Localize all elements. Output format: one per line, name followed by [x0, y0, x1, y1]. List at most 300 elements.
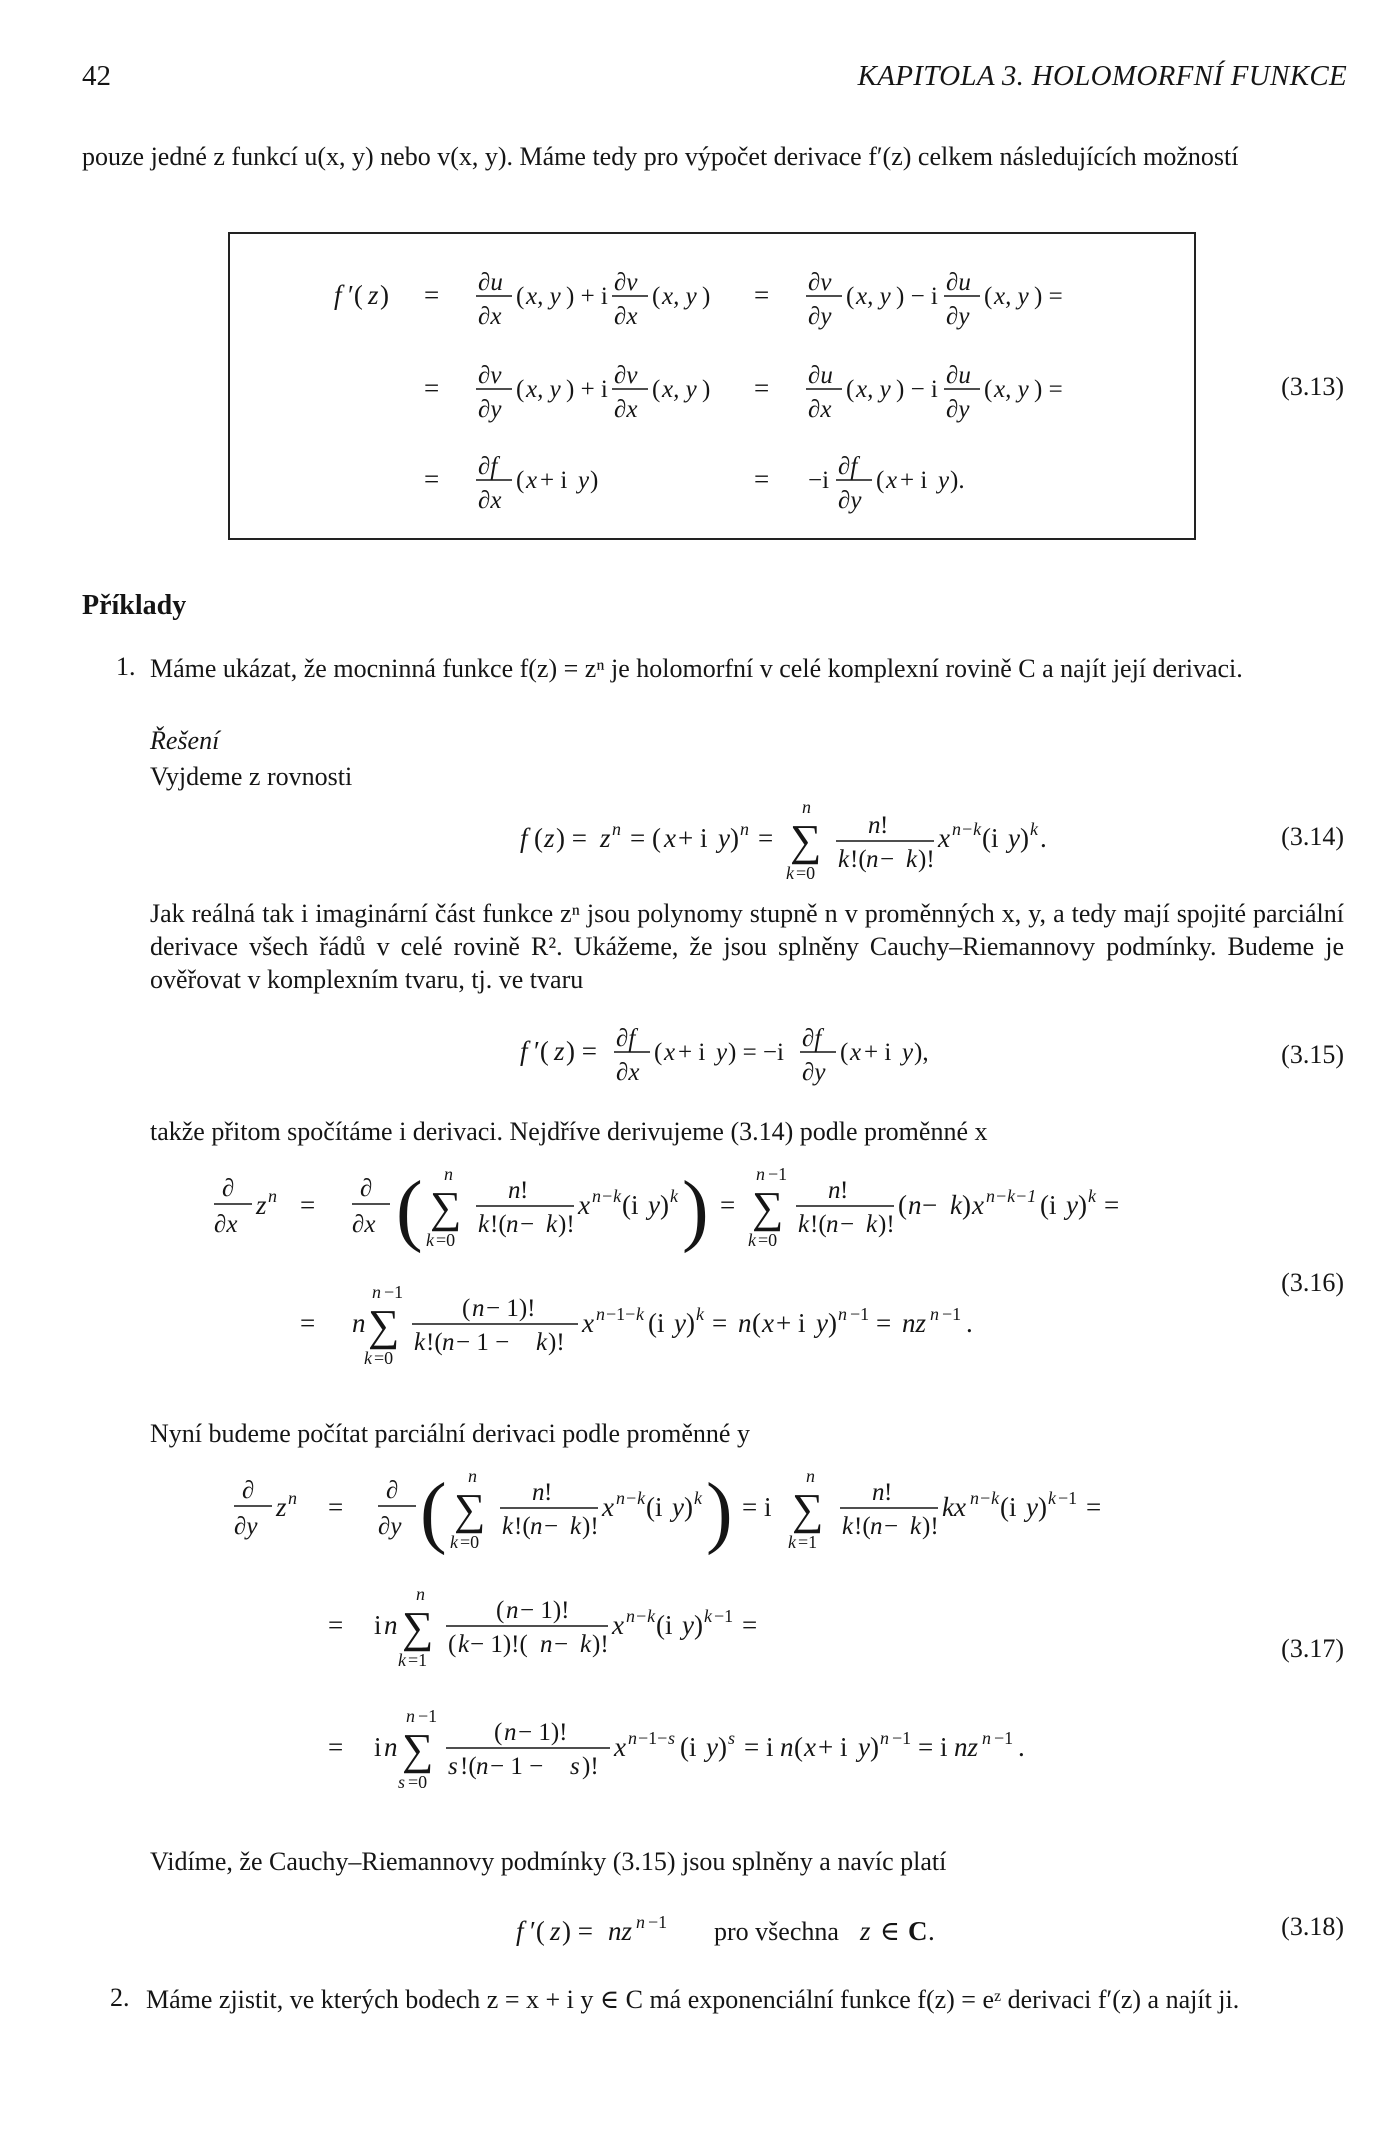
- svg-text:=: =: [424, 373, 440, 403]
- svg-text:−: −: [544, 1513, 559, 1540]
- svg-text:−1: −1: [768, 1164, 788, 1184]
- svg-text:−1−: −1−: [638, 1728, 668, 1748]
- svg-text:n: n: [872, 1479, 885, 1506]
- svg-text:−1: −1: [384, 1282, 404, 1302]
- svg-text:(: (: [516, 376, 525, 403]
- svg-text:∂f: ∂f: [616, 1025, 636, 1052]
- svg-text:f: f: [520, 823, 528, 853]
- svg-text:.: .: [928, 1916, 935, 1946]
- svg-text:k: k: [398, 1650, 406, 1670]
- svg-text:)!: )!: [558, 1211, 575, 1238]
- equation-number-3-16: (3.16): [1281, 1268, 1344, 1297]
- svg-text:k: k: [1048, 1488, 1056, 1508]
- svg-text:y: y: [816, 1308, 828, 1338]
- svg-text:∂v: ∂v: [478, 362, 502, 389]
- svg-text:x, y: x, y: [526, 283, 561, 310]
- svg-text:(: (: [984, 283, 993, 310]
- svg-text:n: n: [756, 1164, 765, 1184]
- svg-text:∂: ∂: [360, 1175, 373, 1202]
- partial-y-text: Nyní budeme počítat parciální derivaci podle proměnné y: [150, 1419, 750, 1448]
- svg-text:kx: kx: [942, 1492, 966, 1522]
- derivative-text: takže přitom spočítáme i derivaci. Nejdříve derivujeme (3.14) podle proměnné x: [150, 1117, 988, 1146]
- svg-text:(: (: [396, 1166, 423, 1254]
- svg-text:s: s: [728, 1728, 736, 1748]
- svg-text:z: z: [544, 823, 555, 853]
- svg-text:z: z: [554, 1036, 565, 1066]
- svg-text:x: x: [612, 1610, 624, 1640]
- svg-text:!(: !(: [490, 1211, 507, 1238]
- svg-text:): ): [962, 1190, 971, 1220]
- svg-text:∂y: ∂y: [234, 1513, 258, 1540]
- svg-text:=: =: [758, 823, 774, 853]
- svg-text:∂u: ∂u: [808, 362, 833, 389]
- svg-text:)!: )!: [922, 1513, 939, 1540]
- svg-text:(: (: [462, 1295, 471, 1322]
- svg-text:k: k: [364, 1348, 372, 1368]
- svg-text:s: s: [398, 1772, 406, 1792]
- svg-text:x: x: [526, 467, 538, 494]
- svg-text:+ i: + i: [540, 467, 568, 494]
- svg-text:−: −: [554, 1631, 569, 1658]
- svg-text:k: k: [694, 1488, 702, 1508]
- solution-label: Řešení: [150, 726, 220, 755]
- page-number: 42: [82, 60, 111, 92]
- svg-text:(: (: [420, 1468, 447, 1556]
- svg-text:n: n: [288, 1488, 297, 1508]
- svg-text:∂y: ∂y: [378, 1513, 402, 1540]
- svg-text:+ i: + i: [678, 823, 708, 853]
- svg-text:∂: ∂: [386, 1477, 399, 1504]
- svg-text:n: n: [372, 1282, 381, 1302]
- svg-text:(i: (i: [646, 1492, 663, 1522]
- svg-text:=0: =0: [408, 1772, 428, 1792]
- svg-text:∑: ∑: [368, 1301, 400, 1350]
- svg-text:.: .: [1040, 823, 1047, 853]
- svg-text:− 1)!: − 1)!: [518, 1719, 568, 1746]
- svg-text:!(: !(: [426, 1329, 443, 1356]
- svg-text:x: x: [804, 1732, 816, 1762]
- svg-text:+ i: + i: [864, 1039, 892, 1066]
- svg-text:n: n: [506, 1211, 519, 1238]
- svg-text:∑: ∑: [402, 1725, 434, 1774]
- svg-text:C: C: [908, 1916, 928, 1946]
- svg-text:n: n: [468, 1466, 477, 1486]
- svg-text:k: k: [866, 1211, 878, 1238]
- svg-text:x: x: [582, 1308, 594, 1338]
- svg-text:y: y: [716, 1039, 728, 1066]
- svg-text:(: (: [840, 1039, 849, 1066]
- svg-text:n: n: [740, 819, 749, 839]
- svg-text:+ i: + i: [776, 1308, 806, 1338]
- svg-text:=: =: [424, 464, 440, 494]
- svg-text:f: f: [520, 1036, 528, 1066]
- svg-text:(: (: [516, 467, 525, 494]
- svg-text:)!: )!: [918, 846, 935, 873]
- svg-text:!(: !(: [460, 1753, 477, 1780]
- svg-text:) = −i: ) = −i: [728, 1039, 784, 1066]
- svg-text:x: x: [578, 1190, 590, 1220]
- svg-text:k: k: [458, 1631, 470, 1658]
- svg-text:k: k: [670, 1186, 678, 1206]
- svg-text:∂y: ∂y: [946, 396, 970, 423]
- svg-text:n: n: [868, 812, 881, 839]
- svg-text:x, y: x, y: [856, 376, 891, 403]
- svg-text:z: z: [550, 1916, 561, 1946]
- svg-text:∂y: ∂y: [838, 487, 862, 514]
- svg-text:∂u: ∂u: [946, 362, 971, 389]
- svg-text:n: n: [442, 1329, 455, 1356]
- svg-text:y: y: [858, 1732, 870, 1762]
- svg-text:−: −: [922, 1190, 938, 1220]
- svg-text:): ): [380, 280, 389, 310]
- svg-text:=: =: [754, 464, 770, 494]
- svg-text:= (: = (: [630, 823, 661, 853]
- svg-text:) =: ) =: [566, 1036, 597, 1066]
- svg-text:− 1 −: − 1 −: [490, 1753, 544, 1780]
- svg-text:) =: ) =: [562, 1916, 593, 1946]
- svg-text:n: n: [508, 1177, 521, 1204]
- svg-text:y: y: [672, 1492, 684, 1522]
- svg-text:−: −: [840, 1211, 855, 1238]
- svg-text:∂x: ∂x: [614, 396, 638, 423]
- svg-text:− 1)!(: − 1)!(: [470, 1631, 528, 1658]
- svg-text:=1: =1: [408, 1650, 428, 1670]
- svg-text:y: y: [1026, 1492, 1038, 1522]
- svg-text:∂x: ∂x: [614, 303, 638, 330]
- svg-text:(: (: [752, 1308, 761, 1338]
- svg-text:n: n: [384, 1732, 398, 1762]
- equation-number-3-15: (3.15): [1281, 1040, 1344, 1069]
- svg-text:nz: nz: [902, 1308, 927, 1338]
- svg-text:(: (: [794, 1732, 803, 1762]
- svg-text:′(: ′(: [534, 1036, 549, 1066]
- svg-text:= i: = i: [918, 1732, 948, 1762]
- svg-text:k: k: [570, 1513, 582, 1540]
- svg-text:+ i: + i: [818, 1732, 848, 1762]
- svg-text:n: n: [866, 846, 879, 873]
- svg-text:x: x: [602, 1492, 614, 1522]
- svg-text:=0: =0: [796, 863, 816, 883]
- svg-text:−: −: [884, 1513, 899, 1540]
- svg-text:n−k: n−k: [626, 1606, 656, 1626]
- svg-text:n: n: [612, 819, 621, 839]
- svg-text:!: !: [840, 1177, 849, 1204]
- svg-text:∂v: ∂v: [808, 269, 832, 296]
- svg-text:nz: nz: [954, 1732, 979, 1762]
- svg-text:): ): [684, 1492, 693, 1522]
- from-equality-text: Vyjdeme z rovnosti: [150, 762, 353, 791]
- svg-text:n−k: n−k: [592, 1186, 622, 1206]
- svg-text:=: =: [328, 1492, 344, 1522]
- example-1-statement: Máme ukázat, že mocninná funkce f(z) = zⁿ je holomorfní v celé komplexní rovině C a najít její derivaci.: [150, 654, 1243, 683]
- svg-text:(: (: [652, 283, 661, 310]
- svg-text:−: −: [880, 846, 895, 873]
- example-1-number: 1.: [116, 652, 136, 681]
- svg-text:n: n: [870, 1513, 883, 1540]
- svg-text:): ): [660, 1190, 669, 1220]
- svg-text:n: n: [780, 1732, 794, 1762]
- svg-text:(i: (i: [680, 1732, 697, 1762]
- svg-text:=: =: [1086, 1492, 1102, 1522]
- svg-text:n: n: [416, 1584, 425, 1604]
- svg-text:y: y: [1008, 823, 1020, 853]
- svg-text:n: n: [384, 1610, 398, 1640]
- svg-text:y: y: [938, 467, 950, 494]
- svg-text:∈: ∈: [880, 1916, 900, 1946]
- svg-text:(: (: [876, 467, 885, 494]
- svg-text:n: n: [476, 1753, 489, 1780]
- svg-text:): ): [1078, 1190, 1087, 1220]
- section-title: Příklady: [82, 590, 187, 621]
- svg-text:−1: −1: [994, 1728, 1014, 1748]
- svg-text:=: =: [1104, 1190, 1120, 1220]
- svg-text:k: k: [786, 863, 794, 883]
- svg-text:∂u: ∂u: [478, 269, 503, 296]
- svg-text:k: k: [842, 1513, 854, 1540]
- svg-text:(i: (i: [1040, 1190, 1057, 1220]
- svg-text:−: −: [520, 1211, 535, 1238]
- svg-text:−1: −1: [942, 1304, 962, 1324]
- equation-number-3-13: (3.13): [1281, 372, 1344, 401]
- svg-text:n: n: [268, 1186, 277, 1206]
- intro-paragraph: pouze jedné z funkcí u(x, y) nebo v(x, y). Máme tedy pro výpočet derivace f′(z) celkem následujících možností: [82, 142, 1239, 171]
- svg-text:∂x: ∂x: [808, 396, 832, 423]
- svg-text:)!: )!: [582, 1513, 599, 1540]
- svg-text:n: n: [828, 1177, 841, 1204]
- svg-text:) + i: ) + i: [566, 376, 608, 403]
- svg-text:) =: ) =: [1034, 283, 1063, 310]
- svg-text:).: ).: [950, 467, 965, 494]
- svg-text:y: y: [682, 1610, 694, 1640]
- svg-text:!(: !(: [850, 846, 867, 873]
- svg-text:(i: (i: [656, 1610, 673, 1640]
- svg-text:n: n: [444, 1164, 453, 1184]
- svg-text:∂y: ∂y: [802, 1059, 826, 1086]
- svg-text:∂y: ∂y: [478, 396, 502, 423]
- svg-text:′(: ′(: [530, 1916, 545, 1946]
- svg-text:!(: !(: [854, 1513, 871, 1540]
- svg-text:n: n: [506, 1597, 519, 1624]
- svg-text:k: k: [450, 1532, 458, 1552]
- svg-text:y: y: [648, 1190, 660, 1220]
- svg-text:∂x: ∂x: [478, 303, 502, 330]
- svg-text:): ): [870, 1732, 879, 1762]
- svg-text:n: n: [826, 1211, 839, 1238]
- svg-text:n: n: [596, 1304, 605, 1324]
- svg-text:s: s: [668, 1728, 676, 1748]
- svg-text:!: !: [880, 812, 889, 839]
- svg-text:z: z: [368, 280, 379, 310]
- svg-text:(: (: [496, 1597, 505, 1624]
- svg-text:k: k: [910, 1513, 922, 1540]
- svg-text:∂f: ∂f: [838, 453, 858, 480]
- svg-text:y: y: [1066, 1190, 1078, 1220]
- svg-text:− 1)!: − 1)!: [486, 1295, 536, 1322]
- svg-text:=0: =0: [436, 1230, 456, 1250]
- svg-text:=: =: [328, 1610, 344, 1640]
- svg-text:): ): [706, 1468, 733, 1556]
- svg-text:x, y: x, y: [662, 283, 697, 310]
- svg-text:∂v: ∂v: [614, 362, 638, 389]
- svg-text:∑: ∑: [752, 1183, 784, 1232]
- svg-text:),: ),: [914, 1039, 929, 1066]
- svg-text:x, y: x, y: [856, 283, 891, 310]
- svg-text:z: z: [860, 1916, 871, 1946]
- svg-text:−i: −i: [808, 467, 830, 494]
- svg-text:(i: (i: [982, 823, 999, 853]
- svg-text:k: k: [838, 846, 850, 873]
- svg-text:=1: =1: [798, 1532, 818, 1552]
- svg-text:f: f: [334, 280, 342, 310]
- svg-text:x: x: [850, 1039, 862, 1066]
- svg-text:∑: ∑: [792, 1485, 824, 1534]
- svg-text:−1: −1: [648, 1912, 668, 1932]
- svg-text:): ): [702, 376, 711, 403]
- svg-text:=: =: [876, 1308, 892, 1338]
- svg-text:z: z: [600, 823, 611, 853]
- equation-3-14: [520, 795, 1080, 895]
- svg-text:n: n: [628, 1728, 637, 1748]
- equation-3-15: [520, 1010, 980, 1100]
- svg-text:x: x: [664, 1039, 676, 1066]
- svg-text:k: k: [704, 1606, 712, 1626]
- svg-text:(: (: [654, 1039, 663, 1066]
- svg-text:∂x: ∂x: [214, 1211, 238, 1238]
- svg-text:= i: = i: [742, 1492, 772, 1522]
- svg-text:∑: ∑: [790, 816, 822, 865]
- svg-text:): ): [718, 1732, 727, 1762]
- svg-text:(: (: [534, 823, 543, 853]
- equation-3-16: [200, 1160, 1240, 1390]
- svg-text:): ): [590, 467, 599, 494]
- svg-text:!: !: [520, 1177, 529, 1204]
- svg-text:n−k: n−k: [952, 819, 982, 839]
- example-2-statement: Máme zjistit, ve kterých bodech z = x + i y ∈ C má exponenciální funkce f(z) = eᶻ derivaci f′(z) a najít ji.: [146, 1985, 1240, 2014]
- for-all-text: pro všechna: [714, 1917, 839, 1946]
- svg-text:n: n: [880, 1728, 889, 1748]
- svg-text:=0: =0: [374, 1348, 394, 1368]
- svg-text:x: x: [664, 823, 676, 853]
- equation-3-18: [516, 1900, 996, 1960]
- svg-text:): ): [682, 1166, 709, 1254]
- svg-text:−1: −1: [418, 1706, 438, 1726]
- svg-text:k: k: [748, 1230, 756, 1250]
- svg-text:i: i: [374, 1610, 382, 1640]
- svg-text:k: k: [502, 1513, 514, 1540]
- svg-text:∂f: ∂f: [802, 1025, 822, 1052]
- svg-text:k: k: [546, 1211, 558, 1238]
- svg-text:−1: −1: [892, 1728, 912, 1748]
- svg-text:n−k: n−k: [616, 1488, 646, 1508]
- polynomial-paragraph: Jak reálná tak i imaginární část funkce zⁿ jsou polynomy stupně n v proměnných x, y, a tedy mají spojité parciální derivace všech řádů v celé rovině R². Ukážeme, že jsou splněny Cauchy–Riemannovy podmínky. Budeme je ověřovat v komplexním tvaru, tj. ve tvaru: [150, 899, 1344, 994]
- svg-text:k: k: [788, 1532, 796, 1552]
- svg-text:′(: ′(: [348, 280, 363, 310]
- svg-text:(: (: [984, 376, 993, 403]
- svg-text:−1: −1: [850, 1304, 870, 1324]
- svg-text:− 1)!: − 1)!: [520, 1597, 570, 1624]
- svg-text:n: n: [908, 1190, 922, 1220]
- svg-text:x, y: x, y: [526, 376, 561, 403]
- svg-text:x, y: x, y: [994, 376, 1029, 403]
- svg-text:=: =: [300, 1308, 316, 1338]
- svg-text:.: .: [1018, 1732, 1025, 1762]
- svg-text:∂: ∂: [242, 1477, 255, 1504]
- svg-text:=: =: [754, 373, 770, 403]
- svg-text:k: k: [636, 1304, 644, 1324]
- svg-text:) =: ) =: [556, 823, 587, 853]
- svg-text:n: n: [532, 1479, 545, 1506]
- svg-text:∂x: ∂x: [616, 1059, 640, 1086]
- svg-text:(i: (i: [1000, 1492, 1017, 1522]
- equation-number-3-17: (3.17): [1281, 1634, 1344, 1663]
- svg-text:∑: ∑: [454, 1485, 486, 1534]
- example-2-number: 2.: [110, 1983, 130, 2012]
- svg-text:∑: ∑: [430, 1183, 462, 1232]
- svg-text:− 1 −: − 1 −: [456, 1329, 510, 1356]
- svg-text:)!: )!: [592, 1631, 609, 1658]
- svg-text:∑: ∑: [402, 1603, 434, 1652]
- svg-text:f: f: [516, 1916, 524, 1946]
- svg-text:=: =: [742, 1610, 758, 1640]
- svg-text:y: y: [902, 1039, 914, 1066]
- svg-text:∂u: ∂u: [946, 269, 971, 296]
- svg-text:n: n: [406, 1706, 415, 1726]
- svg-text:n: n: [802, 797, 811, 817]
- svg-text:nz: nz: [608, 1916, 633, 1946]
- svg-text:!: !: [544, 1479, 553, 1506]
- svg-text:∂v: ∂v: [614, 269, 638, 296]
- svg-text:x: x: [886, 467, 898, 494]
- svg-text:): ): [828, 1308, 837, 1338]
- svg-text:)!: )!: [548, 1329, 565, 1356]
- svg-text:n−k−1: n−k−1: [986, 1186, 1037, 1206]
- svg-text:)!: )!: [878, 1211, 895, 1238]
- svg-text:y: y: [706, 1732, 718, 1762]
- svg-text:(i: (i: [622, 1190, 639, 1220]
- svg-text:n: n: [982, 1728, 991, 1748]
- svg-text:.: .: [966, 1308, 973, 1338]
- svg-text:z: z: [256, 1190, 267, 1220]
- svg-text:n: n: [838, 1304, 847, 1324]
- svg-text:∂f: ∂f: [478, 453, 498, 480]
- svg-text:n−k: n−k: [970, 1488, 1000, 1508]
- svg-text:∂x: ∂x: [478, 487, 502, 514]
- svg-text:=0: =0: [758, 1230, 778, 1250]
- svg-text:∂y: ∂y: [808, 303, 832, 330]
- svg-text:n: n: [930, 1304, 939, 1324]
- svg-text:) + i: ) + i: [566, 283, 608, 310]
- svg-text:x, y: x, y: [662, 376, 697, 403]
- svg-text:)!: )!: [582, 1753, 599, 1780]
- svg-text:(: (: [516, 283, 525, 310]
- svg-text:x: x: [938, 823, 950, 853]
- svg-text:=: =: [712, 1308, 728, 1338]
- svg-text:): ): [694, 1610, 703, 1640]
- svg-text:!: !: [884, 1479, 893, 1506]
- svg-text:k: k: [696, 1304, 704, 1324]
- svg-text:∂: ∂: [222, 1175, 235, 1202]
- svg-text:s: s: [448, 1753, 458, 1780]
- svg-text:(: (: [494, 1719, 503, 1746]
- svg-text:−1: −1: [714, 1606, 734, 1626]
- svg-text:(i: (i: [648, 1308, 665, 1338]
- equation-number-3-14: (3.14): [1281, 822, 1344, 851]
- svg-text:(: (: [846, 283, 855, 310]
- svg-text:n: n: [636, 1912, 645, 1932]
- svg-text:= i: = i: [744, 1732, 774, 1762]
- svg-text:k: k: [1088, 1186, 1096, 1206]
- svg-text:−1−: −1−: [606, 1304, 636, 1324]
